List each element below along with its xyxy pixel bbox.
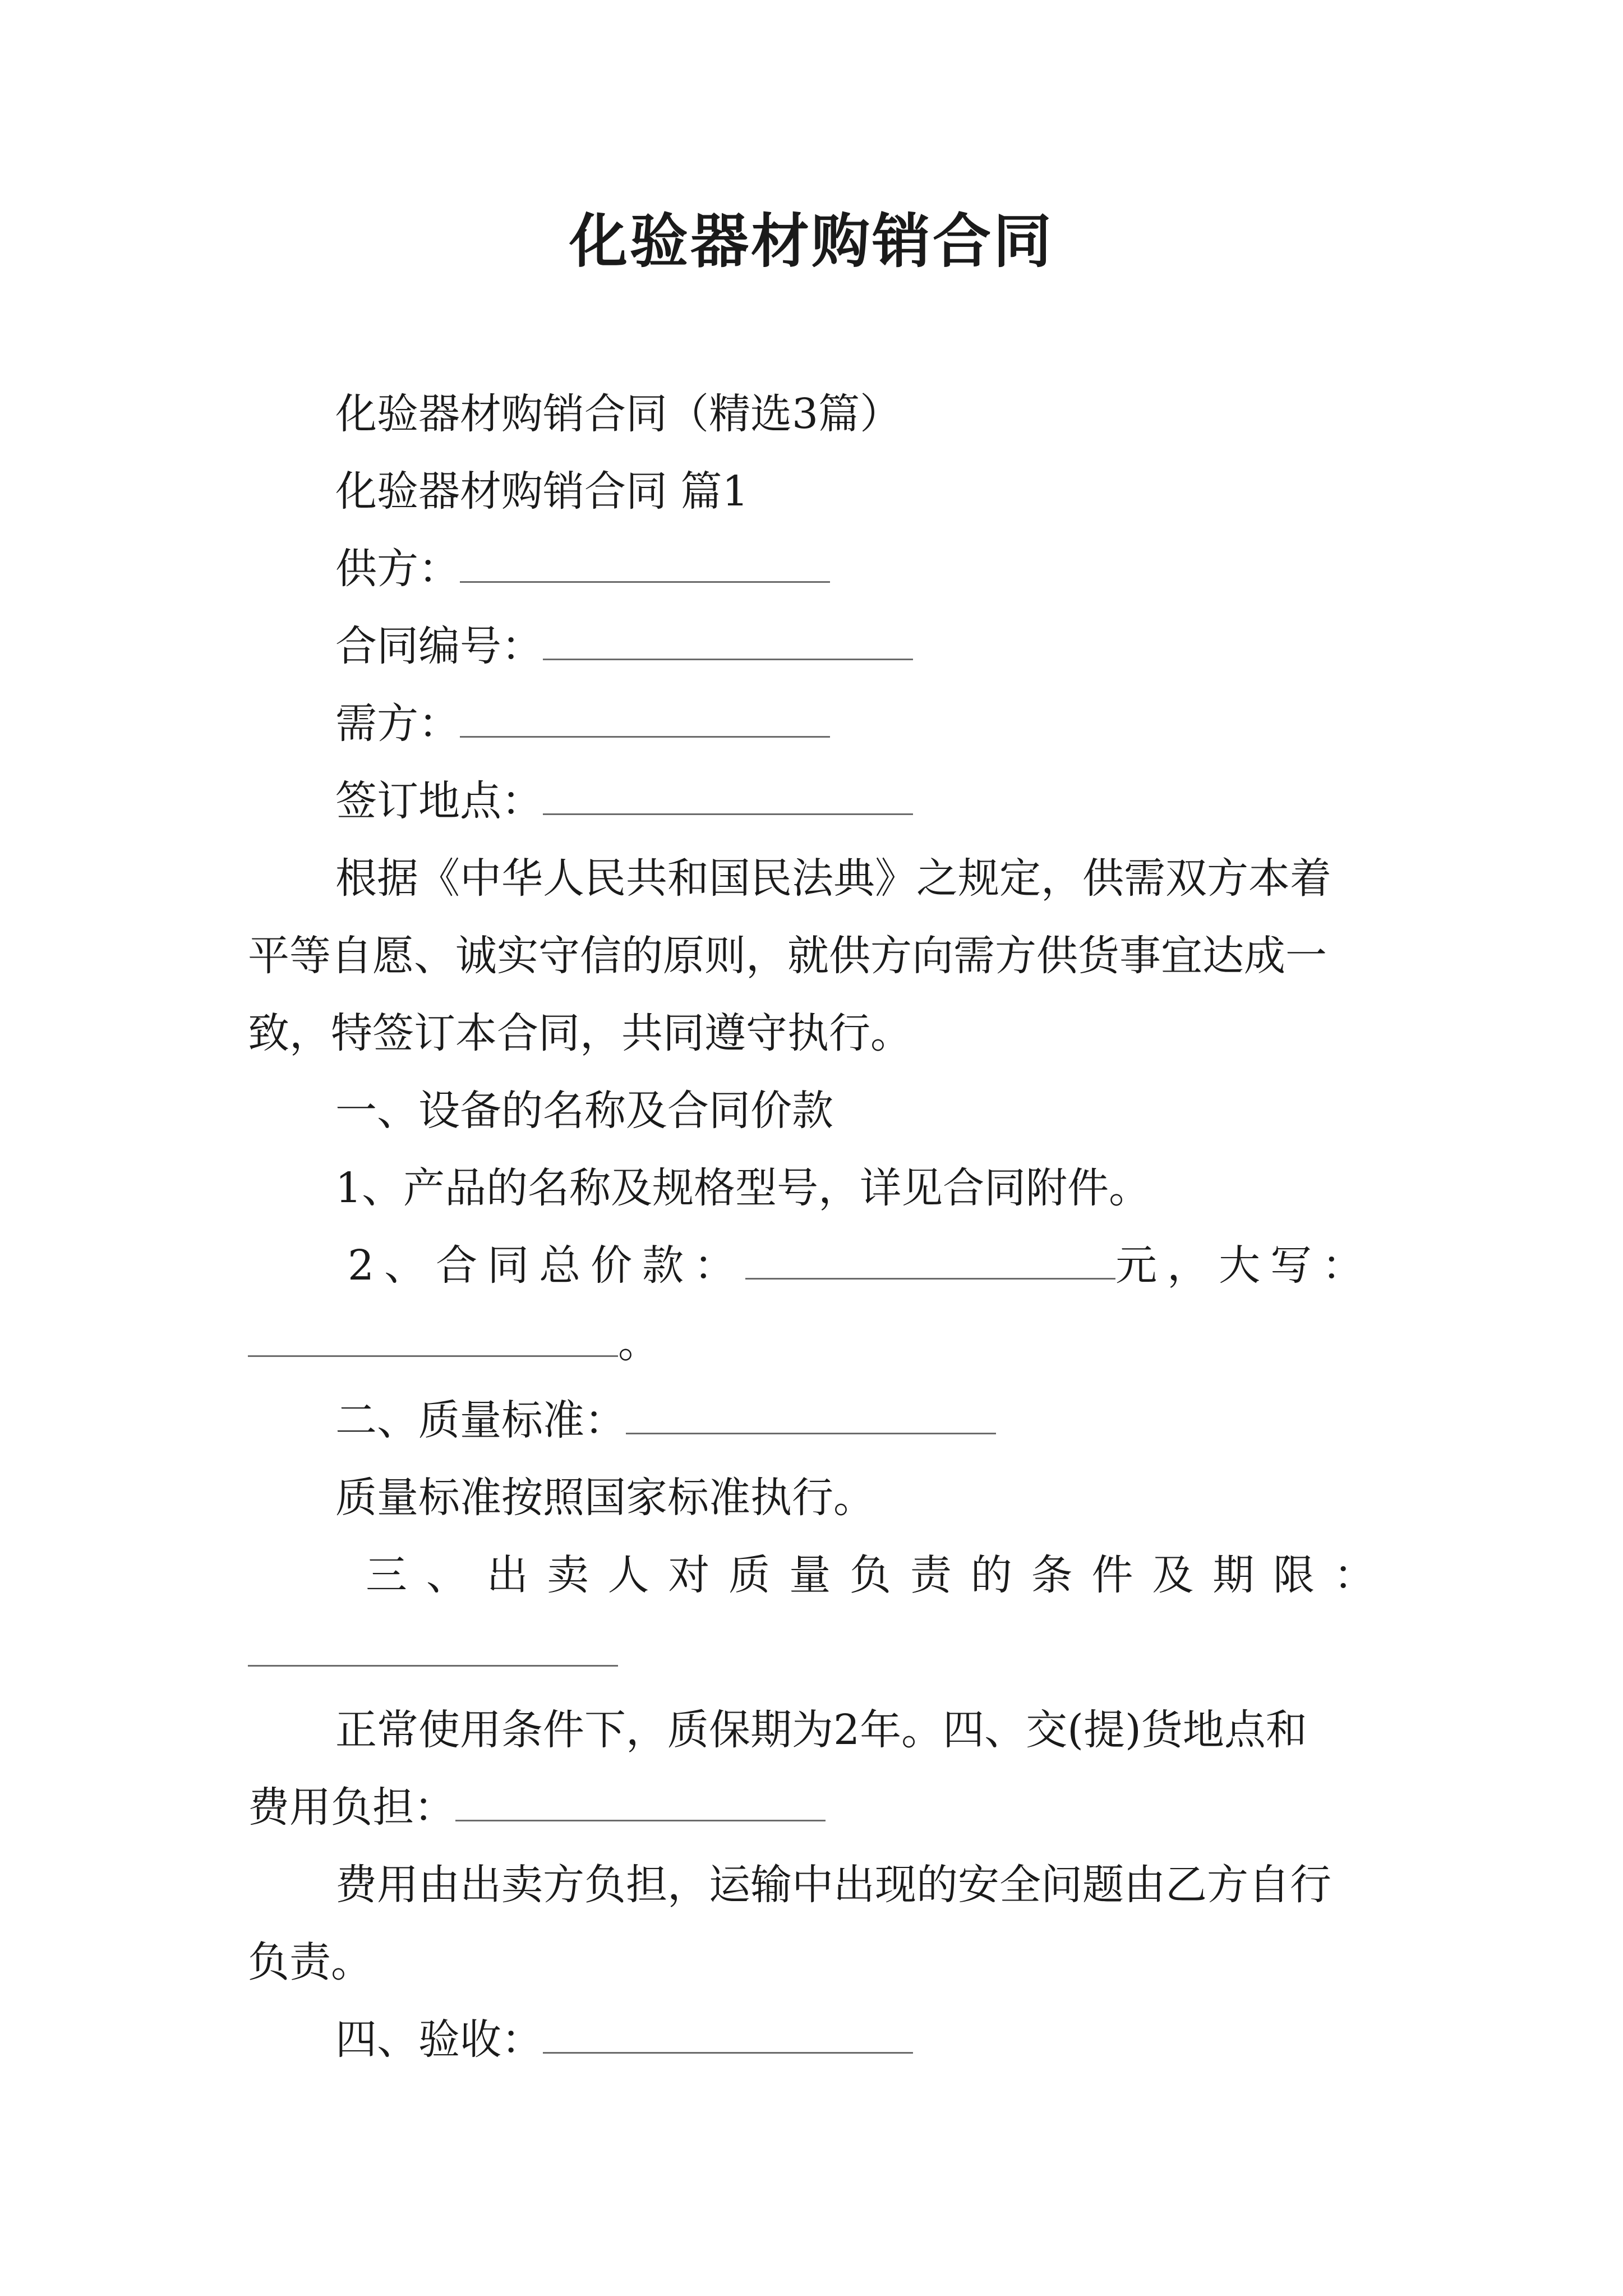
freight-line-1: 费用由出卖方负担，运输中出现的安全问题由乙方自行 [335,1861,1331,1909]
quality-standard-blank [626,1399,996,1434]
acceptance-blank [543,2018,913,2054]
document-title: 化验器材购销合同 [569,206,1054,275]
clause-4-heading: 四、验收： [335,2016,543,2064]
sign-place-label: 签订地点： [335,777,543,825]
clause-1-item-2-end: 。 [618,1319,660,1367]
freight-line-2: 负责。 [248,1938,372,1986]
contract-no-field [335,618,913,674]
warranty-line-2 [248,1779,826,1835]
supplier-blank [460,547,830,583]
intro-line-2: 平等自愿、诚实守信的原则，就供方向需方供货事宜达成一 [248,932,1327,980]
cost-bearing-blank [455,1786,826,1821]
clause-2-heading: 二、质量标准： [335,1396,626,1444]
sign-place-blank [543,780,913,815]
buyer-field [335,696,830,752]
clause-2-heading-line [335,1392,996,1448]
contract-no-label: 合同编号： [335,622,543,670]
supplier-label: 供方： [335,545,460,593]
total-price-blank [745,1244,1115,1280]
document-subtitle: 化验器材购销合同（精选3篇） [335,390,902,438]
clause-2-text: 质量标准按照国家标准执行。 [335,1474,875,1522]
clause-1-item-2 [348,1237,1373,1294]
clause-1-item-1: 1、产品的名称及规格型号，详见合同附件。 [335,1164,1151,1212]
buyer-blank [460,702,830,738]
warranty-line-1: 正常使用条件下，质保期为2年。四、交(提)货地点和 [335,1706,1307,1754]
sign-place-field [335,773,913,829]
cost-bearing-label: 费用负担： [248,1783,455,1832]
capital-amount-blank [248,1322,618,1357]
clause-4-heading-line [335,2012,913,2068]
section-heading: 化验器材购销合同 篇1 [335,467,749,516]
intro-line-1: 根据《中华人民共和国民法典》之规定，供需双方本着 [335,854,1331,903]
capital-amount-label: 元，大写： [1115,1241,1374,1290]
clause-3-heading: 三、出卖人对质量负责的条件及期限： [366,1551,1375,1599]
clause-3-blank-line [248,1625,618,1681]
clause-1-item-2-continued [248,1315,660,1371]
contract-no-blank [543,625,913,660]
total-price-label: 2、合同总价款： [348,1241,746,1290]
clause-1-heading: 一、设备的名称及合同价款 [335,1087,833,1135]
buyer-label: 需方： [335,700,460,748]
intro-line-3: 致，特签订本合同，共同遵守执行。 [248,1009,912,1057]
supplier-field [335,541,830,597]
warranty-terms-blank [248,1631,618,1667]
